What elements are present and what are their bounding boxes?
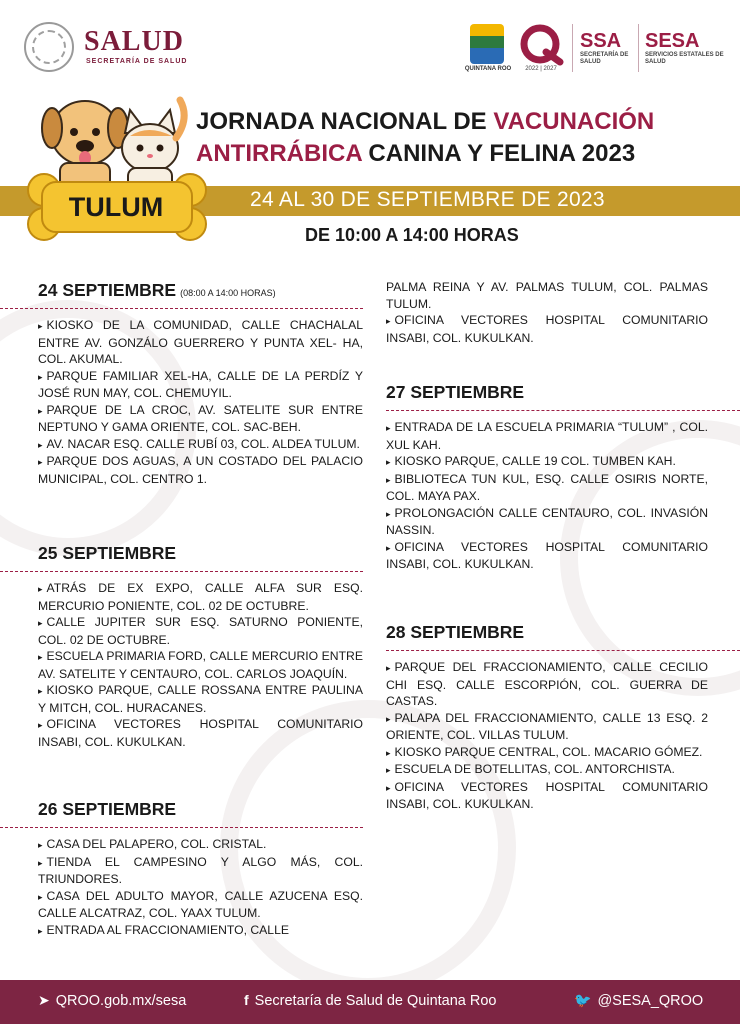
sesa-title: SESA xyxy=(645,30,700,52)
cursor-icon: ➤ xyxy=(38,992,50,1008)
list-item: ▸ KIOSKO DE LA COMUNIDAD, CALLE CHACHALAL ENTRE AV. GONZÁLO GUERRERO Y PUNTA XEL- HA, COL. AKUMAL. xyxy=(38,318,363,366)
list-item: ▸ ENTRADA DE LA ESCUELA PRIMARIA “TULUM” , COL. XUL KAH. xyxy=(386,420,708,452)
day-title: 27 SEPTIEMBRE xyxy=(386,382,525,402)
footer-facebook-text: Secretaría de Salud de Quintana Roo xyxy=(254,993,497,1009)
list-item: ▸ TIENDA EL CAMPESINO Y ALGO MÁS, COL. TRIUNDORES. xyxy=(38,854,363,886)
dashed-divider xyxy=(0,571,363,572)
day-title: 24 SEPTIEMBRE (08:00 A 14:00 HORAS) xyxy=(38,280,276,300)
sesa-subtitle: SERVICIOS ESTATALES DE SALUD xyxy=(645,52,724,65)
bullet-icon: ▸ xyxy=(386,474,391,485)
location-list xyxy=(386,419,708,573)
list-item: ▸ OFICINA VECTORES HOSPITAL COMUNITARIO INSABI, COL. KUKULKAN. xyxy=(386,313,708,345)
location-list xyxy=(386,659,708,813)
title-line-2: ANTIRRÁBICA CANINA Y FELINA 2023 xyxy=(196,140,636,167)
list-item: ▸ PARQUE FAMILIAR XEL-HA, CALLE DE LA PERDÍZ Y JOSÉ RUN MAY, COL. CHEMUYIL. xyxy=(38,368,363,400)
list-item: ▸ OFICINA VECTORES HOSPITAL COMUNITARIO INSABI, COL. KUKULKAN. xyxy=(386,539,708,571)
footer-website[interactable] xyxy=(38,992,186,1009)
list-item: ▸ KIOSKO PARQUE CENTRAL, COL. MACARIO GÓMEZ. xyxy=(386,744,703,759)
list-item: ▸ PARQUE DEL FRACCIONAMIENTO, CALLE CECILIO CHI ESQ. CALLE ESCORPIÓN, COL. GUERRA DE CASTAS. xyxy=(386,660,708,708)
title-line-1: JORNADA NACIONAL DE VACUNACIÓN xyxy=(196,108,655,135)
day-title: 28 SEPTIEMBRE xyxy=(386,622,525,642)
bullet-icon: ▸ xyxy=(386,508,391,519)
bullet-icon: ▸ xyxy=(386,663,391,673)
bullet-icon: ▸ xyxy=(38,840,43,850)
bullet-icon: ▸ xyxy=(38,686,43,696)
day-note: (08:00 A 14:00 HORAS) xyxy=(180,288,276,298)
bullet-icon: ▸ xyxy=(38,652,43,662)
list-item: ▸ ESCUELA DE BOTELLITAS, COL. ANTORCHISTA. xyxy=(386,762,675,776)
bullet-icon: ▸ xyxy=(386,765,391,775)
day-section-24 xyxy=(38,280,363,487)
bullet-icon: ▸ xyxy=(38,925,43,936)
ssa-subtitle: SECRETARÍA DE SALUD xyxy=(580,52,629,65)
salud-subtitle: SECRETARÍA DE SALUD xyxy=(86,58,188,65)
list-item: ▸ ESCUELA PRIMARIA FORD, CALLE MERCURIO ENTRE AV. SATELITE Y CENTAURO, COL. CARLOS JOAQUÍN. xyxy=(38,649,363,681)
day-section-26-continued xyxy=(386,279,708,346)
list-item: PALMA REINA Y AV. PALMAS TULUM, COL. PALMAS TULUM. xyxy=(386,280,708,311)
mexico-seal-logo xyxy=(24,22,74,72)
bullet-icon: ▸ xyxy=(386,423,391,433)
footer xyxy=(0,980,740,1024)
bullet-icon: ▸ xyxy=(386,457,391,467)
day-title: 25 SEPTIEMBRE xyxy=(38,543,177,563)
list-item: ▸ KIOSKO PARQUE, CALLE ROSSANA ENTRE PAULINA Y MITCH, COL. HURACANES. xyxy=(38,683,363,715)
bullet-icon: ▸ xyxy=(386,747,391,758)
divider xyxy=(572,24,573,72)
bullet-icon: ▸ xyxy=(38,439,43,450)
dashed-divider xyxy=(0,308,363,309)
ssa-title: SSA xyxy=(580,30,622,52)
q-logo xyxy=(516,22,564,70)
bullet-icon: ▸ xyxy=(38,457,43,467)
date-range: 24 AL 30 DE SEPTIEMBRE DE 2023 xyxy=(250,188,605,211)
bullet-icon: ▸ xyxy=(38,720,43,730)
schedule-hours: DE 10:00 A 14:00 HORAS xyxy=(305,225,519,245)
list-item: ▸ ENTRADA AL FRACCIONAMIENTO, CALLE xyxy=(38,922,289,937)
bullet-icon: ▸ xyxy=(38,618,43,628)
quintana-roo-shield-logo xyxy=(470,24,504,64)
bullet-icon: ▸ xyxy=(38,891,43,902)
day-title: 26 SEPTIEMBRE xyxy=(38,799,177,819)
header xyxy=(0,0,740,90)
location-list xyxy=(386,279,708,346)
bullet-icon: ▸ xyxy=(386,782,391,793)
bullet-icon: ▸ xyxy=(38,321,43,331)
day-section-26 xyxy=(38,799,363,939)
dashed-divider xyxy=(0,827,363,828)
bullet-icon: ▸ xyxy=(386,713,391,724)
list-item: ▸ KIOSKO PARQUE, CALLE 19 COL. TUMBEN KAH. xyxy=(386,454,676,468)
dashed-divider xyxy=(386,410,740,411)
bullet-icon: ▸ xyxy=(38,584,43,594)
list-item: ▸ PROLONGACIÓN CALLE CENTAURO, COL. INVASIÓN NASSIN. xyxy=(386,505,708,537)
list-item: ▸ ATRÁS DE EX EXPO, CALLE ALFA SUR ESQ. MERCURIO PONIENTE, COL. 02 DE OCTUBRE. xyxy=(38,581,363,613)
dashed-divider xyxy=(386,650,740,651)
list-item: ▸ CASA DEL ADULTO MAYOR, CALLE AZUCENA ESQ. CALLE ALCATRAZ, COL. YAAX TULUM. xyxy=(38,888,363,920)
list-item: ▸ PARQUE DE LA CROC, AV. SATELITE SUR ENTRE NEPTUNO Y GAMA ORIENTE, COL. SAC-BEH. xyxy=(38,402,363,434)
bullet-icon: ▸ xyxy=(38,371,43,382)
day-section-28 xyxy=(386,622,708,813)
divider xyxy=(638,24,639,72)
footer-twitter[interactable] xyxy=(574,992,703,1009)
footer-website-text: QROO.gob.mx/sesa xyxy=(55,993,187,1009)
location-label: TULUM xyxy=(68,192,164,222)
bullet-icon: ▸ xyxy=(386,316,391,326)
list-item: ▸ OFICINA VECTORES HOSPITAL COMUNITARIO INSABI, COL. KUKULKAN. xyxy=(386,779,708,811)
location-list xyxy=(38,580,363,750)
day-section-27 xyxy=(386,382,708,573)
quintana-roo-label: QUINTANA ROO xyxy=(464,66,512,72)
list-item: ▸ CALLE JUPITER SUR ESQ. SATURNO PONIENTE, COL. 02 DE OCTUBRE. xyxy=(38,615,363,647)
footer-facebook[interactable] xyxy=(244,992,497,1009)
list-item: ▸ BIBLIOTECA TUN KUL, ESQ. CALLE OSIRIS NORTE, COL. MAYA PAX. xyxy=(386,471,708,503)
list-item: ▸ OFICINA VECTORES HOSPITAL COMUNITARIO INSABI, COL. KUKULKAN. xyxy=(38,717,363,749)
twitter-icon: 🐦 xyxy=(574,992,592,1008)
list-item: ▸ PALAPA DEL FRACCIONAMIENTO, CALLE 13 ESQ. 2 ORIENTE, COL. VILLAS TULUM. xyxy=(386,710,708,742)
list-item: ▸ PARQUE DOS AGUAS, A UN COSTADO DEL PALACIO MUNICIPAL, COL. CENTRO 1. xyxy=(38,454,363,486)
bullet-icon: ▸ xyxy=(38,405,43,416)
location-list xyxy=(38,317,363,487)
footer-twitter-text: @SESA_QROO xyxy=(597,993,704,1009)
list-item: ▸ AV. NACAR ESQ. CALLE RUBÍ 03, COL. ALDEA TULUM. xyxy=(38,436,360,451)
location-list xyxy=(38,836,363,939)
salud-title: SALUD xyxy=(84,26,184,57)
bullet-icon: ▸ xyxy=(386,542,391,553)
day-section-25 xyxy=(38,543,363,750)
administration-years: 2022 | 2027 xyxy=(525,66,557,72)
facebook-icon: f xyxy=(244,992,249,1008)
bullet-icon: ▸ xyxy=(38,857,43,868)
list-item: ▸ CASA DEL PALAPERO, COL. CRISTAL. xyxy=(38,837,267,851)
